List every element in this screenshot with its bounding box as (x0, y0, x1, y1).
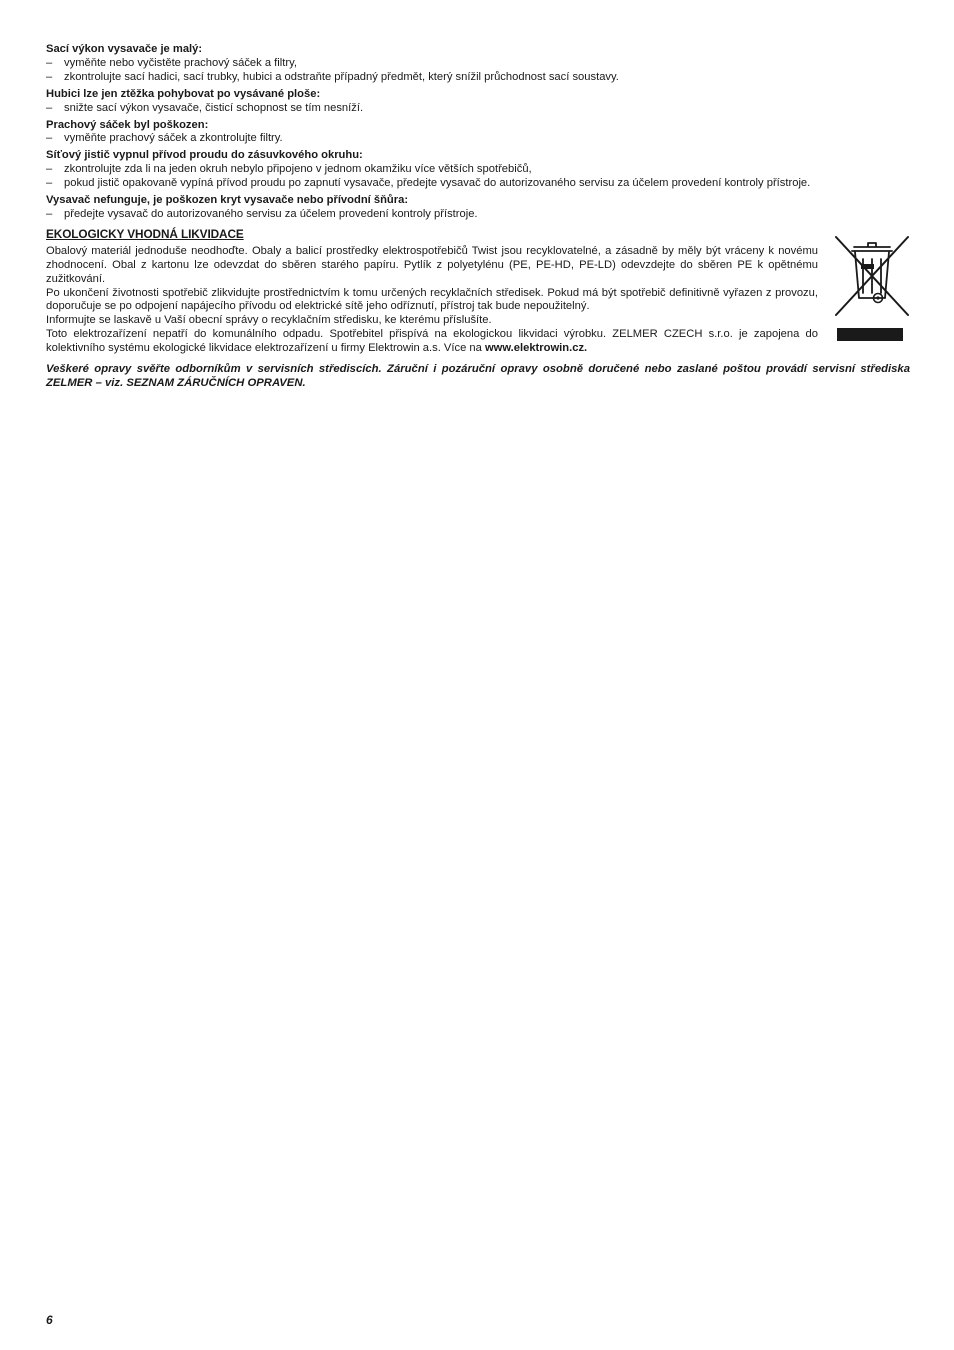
list-item (46, 163, 910, 177)
list-item-text: předejte vysavač do autorizovaného servisu za účelem provedení kontroly přístroje. (64, 207, 478, 220)
list-item-text: zkontrolujte sací hadici, sací trubky, hubici a odstraňte případný předmět, který snížil průchodnost sací soustavy. (64, 70, 619, 83)
troubleshooting-block (46, 43, 910, 85)
page-number: 6 (46, 1313, 53, 1327)
dash: – (46, 70, 53, 83)
disposal-paragraph (46, 328, 818, 356)
page-content (46, 43, 910, 390)
list-item (46, 57, 910, 71)
troubleshooting-heading: Síťový jistič vypnul přívod proudu do zásuvkového okruhu: (46, 149, 363, 162)
dash: – (46, 163, 53, 176)
list-item-text: vyměňte nebo vyčistěte prachový sáček a filtry, (64, 56, 297, 69)
elektrowin-link[interactable]: www.elektrowin.cz. (484, 342, 588, 355)
disposal-last-text: Toto elektrozařízení nepatří do komunálního odpadu. Spotřebitel přispívá na ekologickou likvidaci výrobku. ZELMER CZECH s.r.o. je zapojena do kolektivního systému ekologické likvidace elektrozařízení u firmy Elektrowin a.s. Více na (46, 328, 818, 355)
dash: – (46, 177, 53, 190)
troubleshooting-heading: Prachový sáček byl poškozen: (46, 118, 209, 131)
list-item (46, 132, 910, 146)
disposal-text (46, 245, 818, 356)
disposal-section-title: EKOLOGICKY VHODNÁ LIKVIDACE (46, 226, 244, 241)
list-item (46, 208, 910, 222)
list-item-text: snižte sací výkon vysavače, čisticí schopnost se tím nesníží. (64, 101, 364, 114)
list-item (46, 102, 910, 116)
disposal-paragraph: Po ukončení životnosti spotřebič zlikvidujte prostřednictvím k tomu určených recyklačních středisek. Pokud má být spotřebič definitivně vyřazen z provozu, doporučuje se po odpojení napájecího přívodu od elektrické sítě jeho odříznutí, přístroj tak bude nepoužitelný. (46, 286, 818, 313)
troubleshooting-block (46, 88, 910, 116)
list-item-text: zkontrolujte zda li na jeden okruh nebylo připojeno v jednom okamžiku více větších spotřebičů, (64, 163, 532, 176)
troubleshooting-heading: Hubici lze jen ztěžka pohybovat po vysávané ploše: (46, 87, 321, 100)
troubleshooting-heading: Vysavač nefunguje, je poškozen kryt vysavače nebo přívodní šňůra: (46, 194, 409, 207)
disposal-section (46, 245, 910, 356)
weee-crossed-bin-icon (834, 235, 910, 341)
dash: – (46, 101, 53, 114)
dash: – (46, 207, 53, 220)
dash: – (46, 132, 53, 145)
weee-bar-icon (837, 328, 903, 341)
troubleshooting-block (46, 119, 910, 147)
service-note: Veškeré opravy svěřte odborníkům v servisních střediscích. Záruční i pozáruční opravy osobně doručené nebo zaslané poštou provádí servisní střediska ZELMER – viz. SEZNAM ZÁRUČNÍCH OPRAVEN. (46, 363, 910, 390)
troubleshooting-block (46, 149, 910, 191)
disposal-paragraph: Obalový materiál jednoduše neodhoďte. Obaly a balicí prostředky elektrospotřebičů Twist jsou recyklovatelné, a zásadně by měly být vráceny k novému zhodnocení. Obal z kartonu lze odevzdat do sběren starého papíru. Pytlík z polyetylénu (PE, PE-HD, PE-LD) odevzdejte do sběren PE k opětnému zužitkování. (46, 244, 818, 285)
list-item-text: vyměňte prachový sáček a zkontrolujte filtry. (64, 132, 283, 145)
troubleshooting-heading: Sací výkon vysavače je malý: (46, 43, 203, 55)
list-item-text: pokud jistič opakovaně vypíná přívod proudu po zapnutí vysavače, předejte vysavač do autorizovaného servisu za účelem provedení kontroly přístroje. (64, 177, 811, 190)
disposal-paragraph: Informujte se laskavě u Vaší obecní správy o recyklačním středisku, ke kterému příslušíte. (46, 314, 492, 327)
list-item (46, 71, 910, 85)
list-item (46, 177, 910, 191)
troubleshooting-block (46, 194, 910, 222)
troubleshooting-list (46, 43, 910, 222)
dash: – (46, 56, 53, 69)
